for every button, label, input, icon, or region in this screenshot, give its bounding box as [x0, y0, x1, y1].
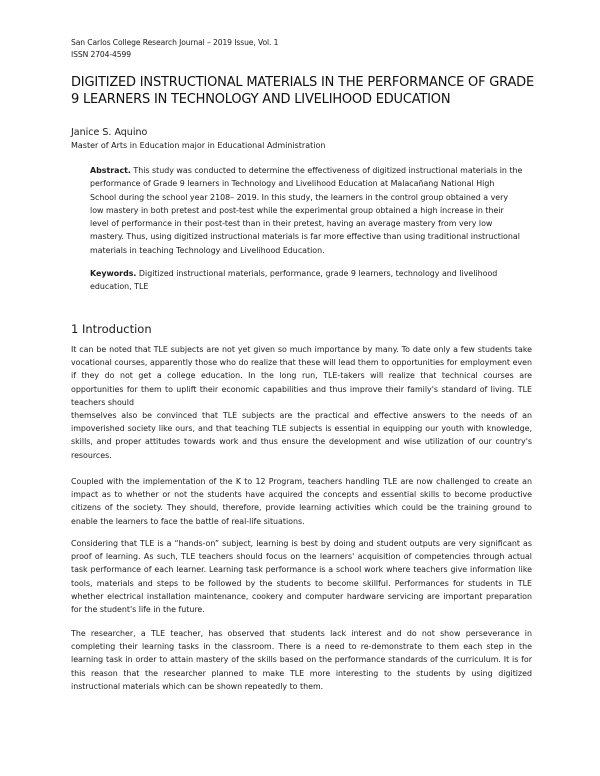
author-affiliation: Master of Arts in Education major in Educational Administration — [71, 141, 326, 150]
keywords-label: Keywords. — [90, 269, 137, 278]
abstract-label: Abstract. — [90, 166, 131, 175]
journal-line: San Carlos College Research Journal – 2019 Issue, Vol. 1 — [71, 38, 279, 47]
paragraph-1 — [71, 343, 532, 462]
paragraph-4: The researcher, a TLE teacher, has observed that students lack interest and do not show perseverance in completing their learning tasks in the classroom. There is a need to re-demonstrate to them each step in the learning task in order to attain mastery of the skills based on the performance standards of the curriculum. It is for this reason that the researcher planned to make TLE more interesting to the students by using digitized instructional materials which can be shown repeatedly to them. — [71, 629, 532, 691]
abstract-text: This study was conducted to determine the effectiveness of digitized instructional materials in the performance of Grade 9 learners in Technology and Livelihood Education at Malacañang National High School during the school year 2108– 2019. In this study, the learners in the control group obtained a very low mastery in both pretest and post-test while the experimental group obtained a high increase in their level of performance in their post-test than in their pretest, having an average mastery from very low mastery. Thus, using digitized instructional materials is far more effective than using traditional instructional materials in teaching Technology and Livelihood Education. — [90, 166, 523, 255]
paper-title: DIGITIZED INSTRUCTIONAL MATERIALS IN THE PERFORMANCE OF GRADE 9 LEARNERS IN TECHNOLOGY AND LIVELIHOOD EDUCATION — [71, 75, 534, 107]
author-name: Janice S. Aquino — [71, 127, 148, 138]
keywords-block — [90, 267, 523, 294]
paragraph-3: Considering that TLE is a “hands-on” subject, learning is best by doing and student outputs are very significant as proof of learning. As such, TLE teachers should focus on the learners' acquisition of competencies through actual task performance of each learner. Learning task performance is a school work where teachers give information like tools, materials and steps to be followed by the students to become skillful. Performances for students in TLE whether electrical installation maintenance, cookery and computer hardware servicing are important preparation for the student's life in the future. — [71, 539, 532, 615]
keywords-text: Digitized instructional materials, performance, grade 9 learners, technology and livelihood education, TLE — [90, 269, 498, 292]
paragraph-1-part-a: It can be noted that TLE subjects are not yet given so much importance by many. To date only a few students take vocational courses, apparently those who do realize that these will lead them to opportunities for employment even if they do not get a college education. In the long run, TLE-takers will realize that technical courses are opportunities for them to uplift their economic capabilities and thus improve their family's standard of living. TLE teachers should — [71, 345, 532, 407]
journal-header — [71, 37, 278, 61]
abstract-block — [90, 164, 523, 257]
paragraph-1-part-b: themselves also be convinced that TLE subjects are the practical and effective answers to the needs of an impoverished society like ours, and that teaching TLE subjects is essential in equipping our youth with knowledge, skills, and proper attitudes towards work and thus ensure the development and wise utilization of our country's resources. — [71, 411, 532, 460]
paragraph-2: Coupled with the implementation of the K to 12 Program, teachers handling TLE are now challenged to create an impact as to whether or not the students have acquired the concepts and essential skills to become productive citizens of the society. They should, therefore, provide learning activities which could be the training ground to enable the learners to face the battle of real-life situations. — [71, 477, 532, 526]
section-heading: 1 Introduction — [71, 322, 152, 336]
issn: ISSN 2704-4599 — [71, 50, 131, 59]
